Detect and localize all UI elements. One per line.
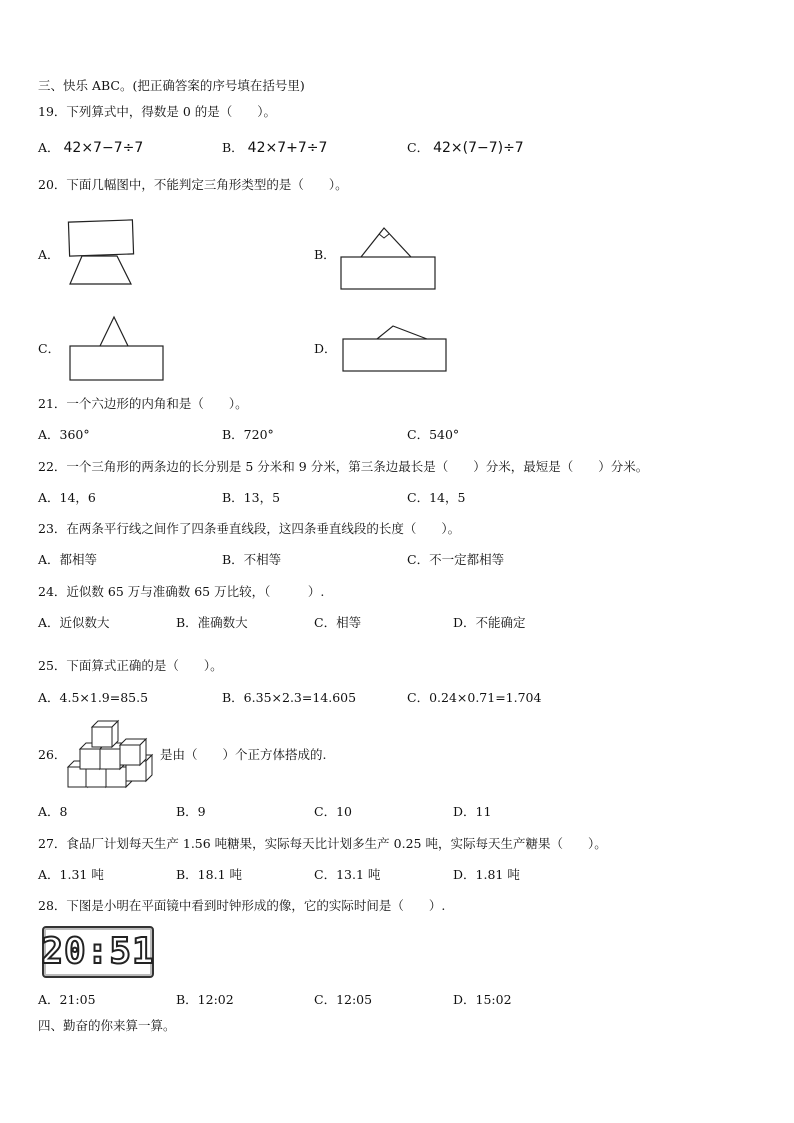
q26-option-b[interactable]: B．9 xyxy=(176,804,206,819)
q20-figure-b-triangle xyxy=(361,228,411,257)
q22-option-c[interactable]: C．14，5 xyxy=(407,490,466,505)
q20-figure-c-triangle xyxy=(100,317,128,346)
q20-option-b-label: B． xyxy=(314,247,336,262)
q19-option-b-label: B． xyxy=(222,140,244,155)
q28-option-d[interactable]: D．15:02 xyxy=(453,992,512,1007)
q20-figure-a-trapezoid xyxy=(70,256,131,284)
q24-option-d[interactable]: D．不能确定 xyxy=(453,615,526,630)
q23-option-a[interactable]: A．都相等 xyxy=(38,552,98,567)
q22-stem: 22．一个三角形的两条边的长分别是 5 分米和 9 分米，第三条边最长是（ ）分米，最短是（ ）分米。 xyxy=(38,459,649,474)
q28-option-a[interactable]: A．21:05 xyxy=(38,992,96,1007)
q25-stem: 25．下面算式正确的是（ ）。 xyxy=(38,658,223,673)
q26-option-a[interactable]: A．8 xyxy=(38,804,68,819)
q20-stem: 20．下面几幅图中，不能判定三角形类型的是（ ）。 xyxy=(38,177,348,192)
q21-option-c[interactable]: C．540° xyxy=(407,427,460,442)
q20-figure-b[interactable] xyxy=(339,226,439,290)
q22-option-a[interactable]: A．14，6 xyxy=(38,490,96,505)
q22-option-b[interactable]: B．13，5 xyxy=(222,490,281,505)
q20-figure-c[interactable] xyxy=(68,315,168,381)
q20-figure-d-triangle xyxy=(377,326,427,339)
q28-option-c[interactable]: C．12:05 xyxy=(314,992,373,1007)
q28-option-b[interactable]: B．12:02 xyxy=(176,992,234,1007)
q20-option-d-label: D． xyxy=(314,341,337,356)
q19-option-c-label: C． xyxy=(407,140,430,155)
q19-option-a-expr: 42×7−7÷7 xyxy=(63,140,144,156)
q19-option-b[interactable] xyxy=(222,140,327,156)
q19-option-c[interactable] xyxy=(407,140,524,156)
q28-stem: 28．下图是小明在平面镜中看到时钟形成的像，它的实际时间是（ ）. xyxy=(38,898,446,913)
q24-stem: 24．近似数 65 万与准确数 65 万比较，（ ）. xyxy=(38,584,325,599)
q24-option-b[interactable]: B．准确数大 xyxy=(176,615,248,630)
q20-figure-b-card xyxy=(341,257,435,289)
section-3-heading: 三、快乐 ABC。(把正确答案的序号填在括号里) xyxy=(38,78,305,93)
q21-stem: 21．一个六边形的内角和是（ ）。 xyxy=(38,396,248,411)
q26-cube-stack-figure xyxy=(66,717,156,787)
q24-option-c[interactable]: C．相等 xyxy=(314,615,362,630)
section-4-heading: 四、勤奋的你来算一算。 xyxy=(38,1018,176,1033)
cube xyxy=(120,739,146,765)
q20-figure-c-card xyxy=(70,346,163,380)
q19-option-c-expr: 42×(7−7)÷7 xyxy=(433,140,524,156)
q25-option-c[interactable]: C．0.24×0.71=1.704 xyxy=(407,690,542,705)
q19-option-a-label: A． xyxy=(38,140,60,155)
q26-option-d[interactable]: D．11 xyxy=(453,804,492,819)
q23-stem: 23．在两条平行线之间作了四条垂直线段，这四条垂直线段的长度（ ）。 xyxy=(38,521,461,536)
q20-figure-a[interactable] xyxy=(66,218,146,288)
q20-option-a-label: A． xyxy=(38,247,60,262)
q19-option-b-expr: 42×7+7÷7 xyxy=(247,140,328,156)
q20-figure-b-right-angle-mark xyxy=(379,234,389,238)
q27-stem: 27．食品厂计划每天生产 1.56 吨糖果，实际每天比计划多生产 0.25 吨，实际每天生产糖果（ ）。 xyxy=(38,836,607,851)
q28-clock-digits: 20:51 xyxy=(41,931,155,972)
q20-option-c-label: C． xyxy=(38,341,61,356)
q21-option-b[interactable]: B．720° xyxy=(222,427,274,442)
q20-figure-d-card xyxy=(343,339,446,371)
cube xyxy=(92,721,118,747)
q23-option-c[interactable]: C．不一定都相等 xyxy=(407,552,505,567)
q28-mirror-clock xyxy=(42,926,154,978)
q24-option-a[interactable]: A．近似数大 xyxy=(38,615,110,630)
q26-stem: 是由（ ）个正方体搭成的. xyxy=(160,747,327,762)
q27-option-b[interactable]: B．18.1 吨 xyxy=(176,867,242,882)
q27-option-d[interactable]: D．1.81 吨 xyxy=(453,867,520,882)
q26-number: 26． xyxy=(38,747,67,762)
q20-figure-d[interactable] xyxy=(341,322,451,372)
q23-option-b[interactable]: B．不相等 xyxy=(222,552,282,567)
q19-stem: 19．下列算式中，得数是 0 的是（ ）。 xyxy=(38,104,277,119)
q26-option-c[interactable]: C．10 xyxy=(314,804,352,819)
q27-option-a[interactable]: A．1.31 吨 xyxy=(38,867,104,882)
q19-option-a[interactable] xyxy=(38,140,143,156)
q25-option-b[interactable]: B．6.35×2.3=14.605 xyxy=(222,690,357,705)
q21-option-a[interactable]: A．360° xyxy=(38,427,90,442)
q27-option-c[interactable]: C．13.1 吨 xyxy=(314,867,381,882)
q25-option-a[interactable]: A．4.5×1.9=85.5 xyxy=(38,690,149,705)
q20-figure-a-card xyxy=(68,220,133,256)
